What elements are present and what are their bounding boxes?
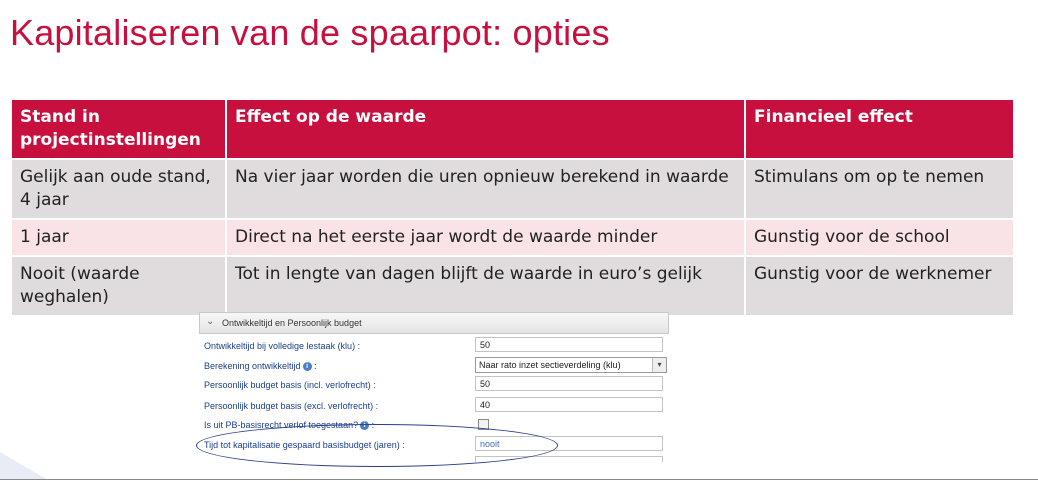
field-label: Tijd tot kapitalisatie gespaard basisbudget (jaren) : [204, 440, 405, 450]
header-stand: Stand in projectinstellingen [11, 99, 226, 159]
table-row [11, 219, 1014, 256]
info-icon[interactable]: i [303, 362, 312, 371]
field-label: Persoonlijk budget basis (incl. verlofrecht) : [204, 380, 376, 390]
decorative-corner [0, 452, 48, 480]
slide-title: Kapitaliseren van de spaarpot: opties [10, 12, 610, 53]
field-row [199, 336, 669, 355]
field-label: Berekening ontwikkeltijd [204, 361, 301, 371]
berekening-select[interactable] [475, 357, 667, 373]
bottom-divider [0, 479, 1038, 480]
pb-excl-input[interactable]: 40 [475, 397, 663, 412]
field-row [199, 375, 669, 394]
field-row: Is uit PB-basisrecht verlof toegestaan? i : [199, 415, 669, 434]
table-cell: Direct na het eerste jaar wordt de waarde minder [226, 219, 745, 256]
table-cell: Gunstig voor de werknemer [745, 256, 1014, 316]
table-row [11, 159, 1014, 219]
table-cell: 1 jaar [11, 219, 226, 256]
table-cell: Nooit (waarde weghalen) [11, 256, 226, 316]
table-cell: Stimulans om op te nemen [745, 159, 1014, 219]
header-financial: Financieel effect [745, 99, 1014, 159]
kapitalisatie-input[interactable]: nooit [475, 436, 663, 451]
dropdown-arrow-icon[interactable]: ▾ [652, 358, 666, 372]
chevron-down-icon[interactable]: ⌄ [206, 316, 215, 327]
panel-header[interactable] [199, 312, 669, 334]
table-cell: Na vier jaar worden die uren opnieuw berekend in waarde [226, 159, 745, 219]
table-row [11, 256, 1014, 316]
table-cell: Gelijk aan oude stand, 4 jaar [11, 159, 226, 219]
panel-title: Ontwikkeltijd en Persoonlijk budget [222, 318, 362, 328]
ontwikkeltijd-input[interactable]: 50 [475, 337, 663, 352]
info-icon[interactable]: i [360, 421, 369, 430]
field-label: Persoonlijk budget basis (excl. verlofrecht) : [204, 401, 379, 411]
highlight-ellipse [196, 424, 558, 467]
field-label: Ontwikkeltijd bij volledige lestaak (klu) : [204, 341, 361, 351]
table-cell: Tot in lengte van dagen blijft de waarde in euro’s gelijk [226, 256, 745, 316]
options-table [10, 98, 1015, 317]
table-header-row [11, 99, 1014, 159]
table-cell: Gunstig voor de school [745, 219, 1014, 256]
field-label: Is uit PB-basisrecht verlof toegestaan? [204, 420, 359, 430]
pb-incl-input[interactable]: 50 [475, 376, 663, 391]
select-value: Naar rato inzet sectieverdeling (klu) [479, 360, 621, 370]
field-row [199, 396, 669, 415]
field-row: Berekening ontwikkeltijd i : Naar rato inzet sectieverdeling (klu) ▾ [199, 356, 669, 375]
header-effect: Effect op de waarde [226, 99, 745, 159]
